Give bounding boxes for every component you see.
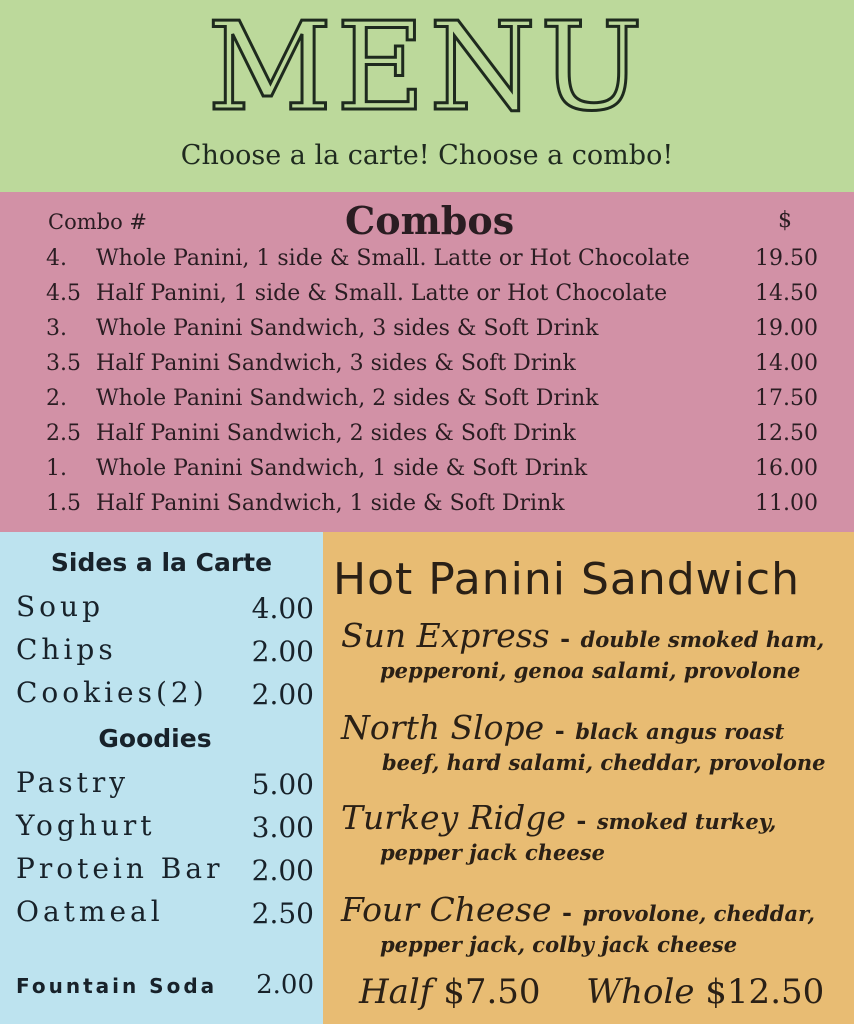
combo-number: 3. — [46, 316, 67, 341]
side-item-label: Cookies(2) — [16, 676, 208, 709]
sandwich-ingredients-line1: provolone, cheddar, — [582, 901, 815, 926]
side-item — [16, 590, 314, 630]
sides-title: Sides a la Carte — [50, 548, 273, 577]
sandwich-name: North Slope — [341, 708, 545, 747]
sandwich-heading — [341, 616, 824, 655]
combo-price: 19.00 — [755, 316, 818, 341]
combo-number: 2. — [46, 386, 67, 411]
whole-price: $12.50 — [705, 972, 825, 1012]
combo-number: 3.5 — [46, 351, 81, 376]
combo-price: 14.50 — [755, 281, 818, 306]
side-item-price: 4.00 — [251, 592, 314, 625]
fountain-soda-label: Fountain Soda — [16, 974, 218, 998]
sandwich-name: Four Cheese — [341, 890, 552, 929]
sandwich-dash: - — [560, 624, 571, 653]
sandwich-heading — [341, 708, 784, 747]
combo-description: Half Panini, 1 side & Small. Latte or Hot Chocolate — [96, 281, 668, 306]
sandwich-ingredients-line2: pepperoni, genoa salami, provolone — [380, 658, 801, 683]
sandwich-dash: - — [562, 898, 572, 927]
sandwich-dash: - — [554, 716, 565, 745]
panini-section — [323, 532, 854, 1024]
side-item-label: Soup — [16, 590, 104, 623]
side-item — [16, 633, 314, 673]
combo-row — [46, 316, 818, 350]
side-item-price: 2.00 — [251, 678, 314, 711]
combo-price: 12.50 — [755, 421, 818, 446]
goodies-item — [16, 809, 314, 849]
menu-header — [0, 0, 854, 192]
sandwich-name: Turkey Ridge — [341, 798, 566, 837]
combo-number: 4.5 — [46, 281, 81, 306]
sandwich-ingredients-line2: pepper jack, colby jack cheese — [380, 932, 738, 957]
side-item-label: Chips — [16, 633, 117, 666]
sandwich-dash: - — [576, 806, 587, 835]
combo-price: 17.50 — [755, 386, 818, 411]
combo-description: Half Panini Sandwich, 2 sides & Soft Drink — [96, 421, 576, 446]
goodies-item-price: 2.50 — [251, 897, 314, 930]
combo-number: 2.5 — [46, 421, 81, 446]
combo-row — [46, 456, 818, 490]
combo-number: 4. — [46, 246, 67, 271]
combo-description: Whole Panini Sandwich, 2 sides & Soft Drink — [96, 386, 599, 411]
side-item-price: 2.00 — [251, 635, 314, 668]
combo-row — [46, 386, 818, 420]
sandwich-ingredients-line1: black angus roast — [575, 719, 785, 744]
fountain-soda-price: 2.00 — [256, 970, 314, 1000]
sides-section — [0, 532, 323, 1024]
sandwich-ingredients-line1: smoked turkey, — [596, 809, 777, 834]
sandwich-ingredients-line2: beef, hard salami, cheddar, provolone — [382, 750, 826, 775]
combo-price: 16.00 — [755, 456, 818, 481]
combo-row — [46, 491, 818, 525]
sandwich-ingredients-line1: double smoked ham, — [580, 627, 825, 652]
goodies-item-price: 3.00 — [251, 811, 314, 844]
goodies-item-label: Protein Bar — [16, 852, 224, 885]
sandwich-heading — [341, 798, 776, 837]
sandwich-name: Sun Express — [341, 616, 550, 655]
combo-price-header: $ — [778, 208, 792, 233]
half-label: Half — [359, 972, 433, 1012]
combo-row — [46, 281, 818, 315]
goodies-item-label: Pastry — [16, 766, 130, 799]
sandwich-ingredients-line2: pepper jack cheese — [380, 840, 605, 865]
combo-price: 19.50 — [755, 246, 818, 271]
combo-number: 1. — [46, 456, 67, 481]
goodies-item-label: Oatmeal — [16, 895, 164, 928]
combo-description: Whole Panini, 1 side & Small. Latte or Hot Chocolate — [96, 246, 690, 271]
half-price: $7.50 — [443, 972, 541, 1012]
menu-tagline: Choose a la carte! Choose a combo! — [180, 140, 674, 171]
combo-row — [46, 421, 818, 455]
goodies-item-price: 5.00 — [251, 768, 314, 801]
combo-number: 1.5 — [46, 491, 81, 516]
combos-section — [0, 192, 854, 532]
goodies-item — [16, 852, 314, 892]
combo-description: Half Panini Sandwich, 1 side & Soft Drink — [96, 491, 565, 516]
menu-title: MENU — [207, 0, 647, 138]
combo-row — [46, 246, 818, 280]
sandwich-heading — [341, 890, 815, 929]
combo-price: 11.00 — [755, 491, 818, 516]
goodies-item-label: Yoghurt — [16, 809, 156, 842]
goodies-item — [16, 895, 314, 935]
goodies-item — [16, 766, 314, 806]
combos-title: Combos — [345, 198, 515, 243]
panini-title: Hot Panini Sandwich — [333, 554, 800, 605]
goodies-item-price: 2.00 — [251, 854, 314, 887]
panini-pricing — [359, 972, 824, 1012]
combo-description: Half Panini Sandwich, 3 sides & Soft Drink — [96, 351, 576, 376]
combo-number-header: Combo # — [48, 210, 147, 234]
combo-price: 14.00 — [755, 351, 818, 376]
goodies-title: Goodies — [98, 724, 212, 753]
combo-description: Whole Panini Sandwich, 1 side & Soft Drink — [96, 456, 588, 481]
side-item — [16, 676, 314, 716]
combo-row — [46, 351, 818, 385]
combo-description: Whole Panini Sandwich, 3 sides & Soft Drink — [96, 316, 599, 341]
whole-label: Whole — [586, 972, 695, 1012]
